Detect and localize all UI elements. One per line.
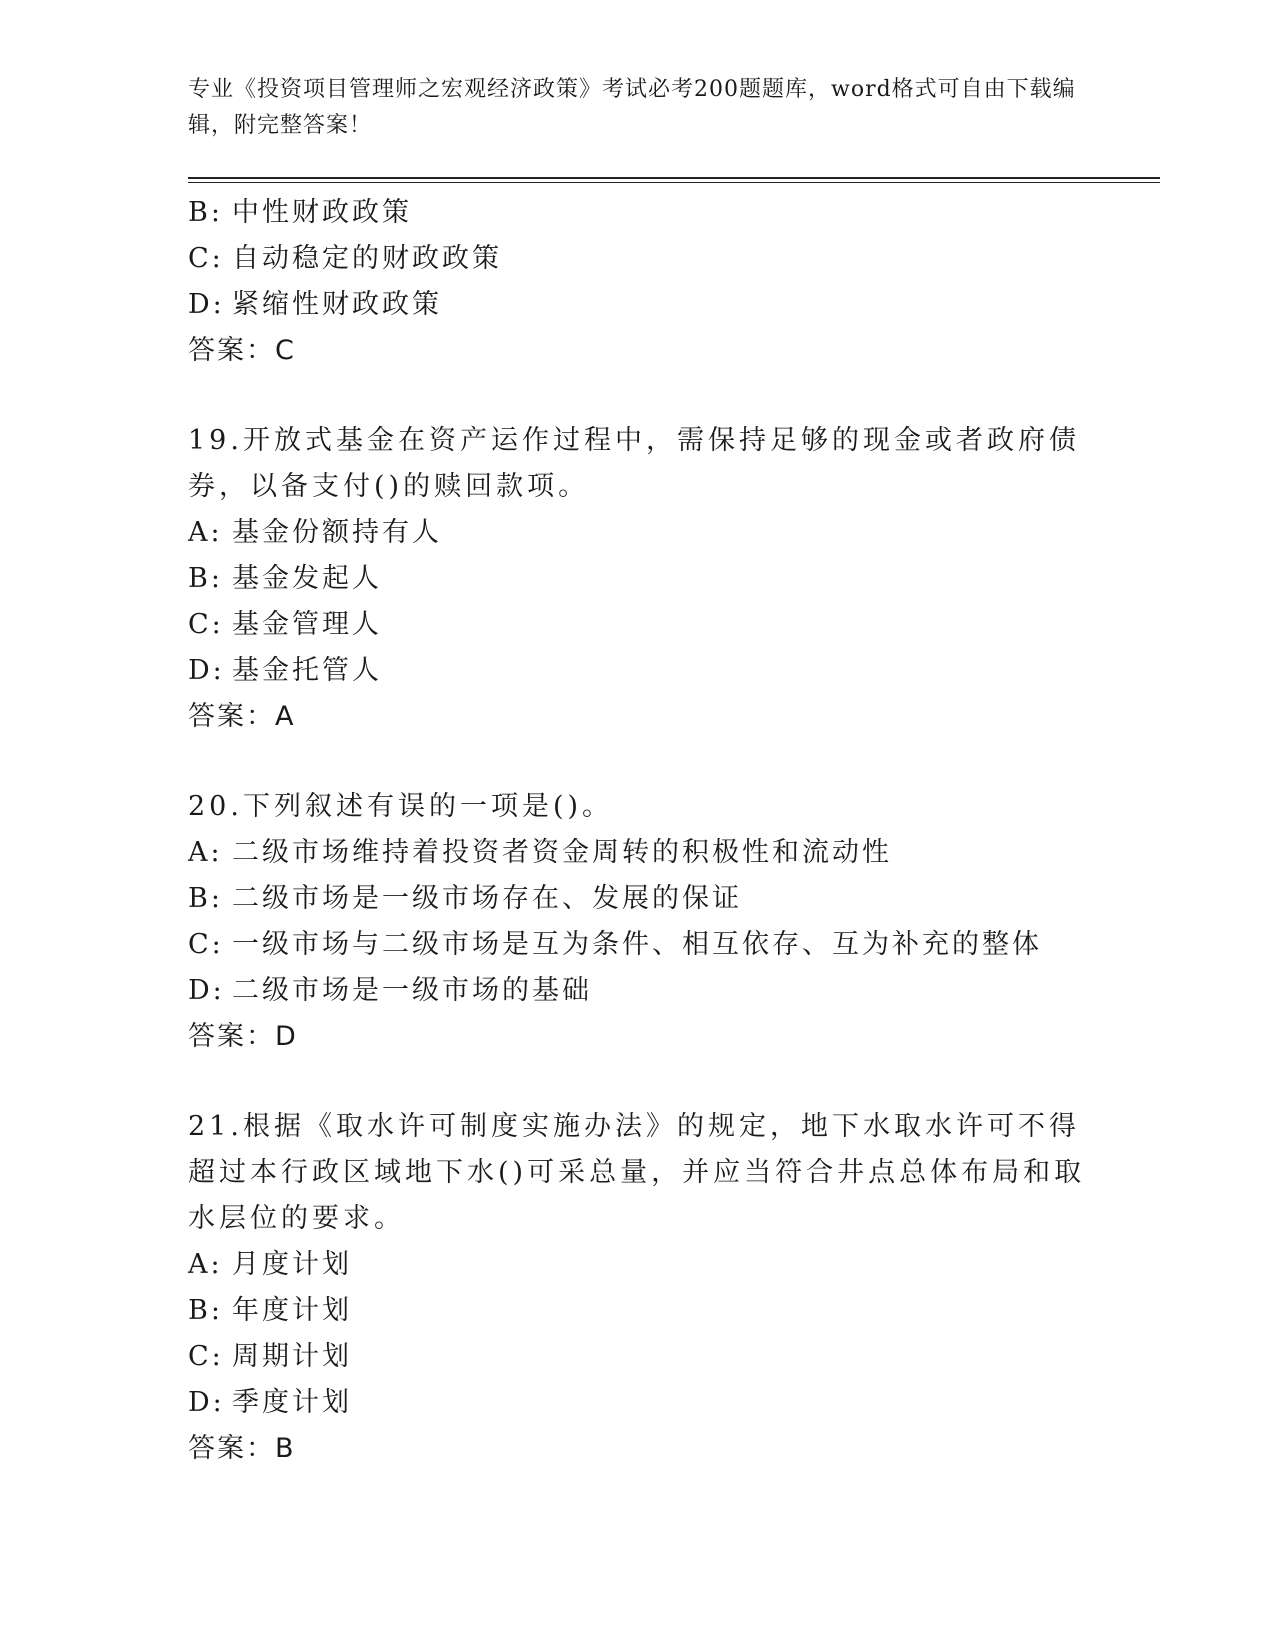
option-letter: B:: [188, 197, 223, 228]
option-b: [188, 190, 1088, 236]
question-block-21: [188, 1104, 1088, 1472]
option-d: [188, 1380, 1088, 1426]
option-letter: D:: [188, 1387, 225, 1418]
question-list: [188, 190, 1088, 1472]
option-b: [188, 556, 1088, 602]
option-letter: A:: [188, 1249, 223, 1280]
option-letter: C:: [188, 243, 224, 274]
option-text: 二级市场维持着投资者资金周转的积极性和流动性: [232, 837, 892, 868]
option-letter: B:: [188, 883, 223, 914]
option-text: 基金发起人: [232, 563, 382, 594]
option-letter: A:: [188, 517, 223, 548]
option-a: [188, 510, 1088, 556]
option-a: [188, 1242, 1088, 1288]
option-text: 季度计划: [232, 1387, 352, 1418]
option-letter: D:: [188, 655, 225, 686]
option-c: [188, 602, 1088, 648]
question-block-19: [188, 418, 1088, 740]
option-letter: D:: [188, 289, 225, 320]
option-text: 一级市场与二级市场是互为条件、相互依存、互为补充的整体: [232, 929, 1042, 960]
option-letter: A:: [188, 837, 223, 868]
option-text: 基金管理人: [232, 609, 382, 640]
option-text: 月度计划: [232, 1249, 352, 1280]
option-text: 周期计划: [232, 1341, 352, 1372]
option-b: [188, 876, 1088, 922]
option-c: [188, 1334, 1088, 1380]
option-text: 紧缩性财政政策: [232, 289, 442, 320]
answer-line: 答案：B: [188, 1433, 296, 1464]
option-text: 自动稳定的财政政策: [232, 243, 502, 274]
question-stem: 20.下列叙述有误的一项是()。: [188, 791, 614, 822]
answer-line: 答案：D: [188, 1021, 298, 1052]
option-text: 二级市场是一级市场的基础: [232, 975, 592, 1006]
option-text: 中性财政政策: [232, 197, 412, 228]
option-d: [188, 282, 1088, 328]
option-d: [188, 968, 1088, 1014]
option-letter: C:: [188, 929, 224, 960]
option-text: 年度计划: [232, 1295, 352, 1326]
answer-line: 答案：C: [188, 335, 296, 366]
question-block-20: [188, 784, 1088, 1060]
answer-line: 答案：A: [188, 701, 296, 732]
option-a: [188, 830, 1088, 876]
option-text: 基金托管人: [232, 655, 382, 686]
header-note: 专业《投资项目管理师之宏观经济政策》考试必考200题题库，word格式可自由下载编辑，附完整答案！: [188, 77, 1076, 138]
option-c: [188, 236, 1088, 282]
option-text: 二级市场是一级市场存在、发展的保证: [232, 883, 742, 914]
question-stem: 21.根据《取水许可制度实施办法》的规定，地下水取水许可不得超过本行政区域地下水()可采总量，并应当符合井点总体布局和取水层位的要求。: [188, 1111, 1086, 1234]
option-letter: C:: [188, 609, 224, 640]
option-letter: C:: [188, 1341, 224, 1372]
question-stem: 19.开放式基金在资产运作过程中，需保持足够的现金或者政府债券，以备支付()的赎回款项。: [188, 425, 1080, 502]
prev-question-block: [188, 190, 1088, 374]
header-divider: [188, 177, 1160, 183]
option-letter: B:: [188, 1295, 223, 1326]
option-d: [188, 648, 1088, 694]
option-text: 基金份额持有人: [232, 517, 442, 548]
option-c: [188, 922, 1088, 968]
option-letter: D:: [188, 975, 225, 1006]
option-letter: B:: [188, 563, 223, 594]
option-b: [188, 1288, 1088, 1334]
